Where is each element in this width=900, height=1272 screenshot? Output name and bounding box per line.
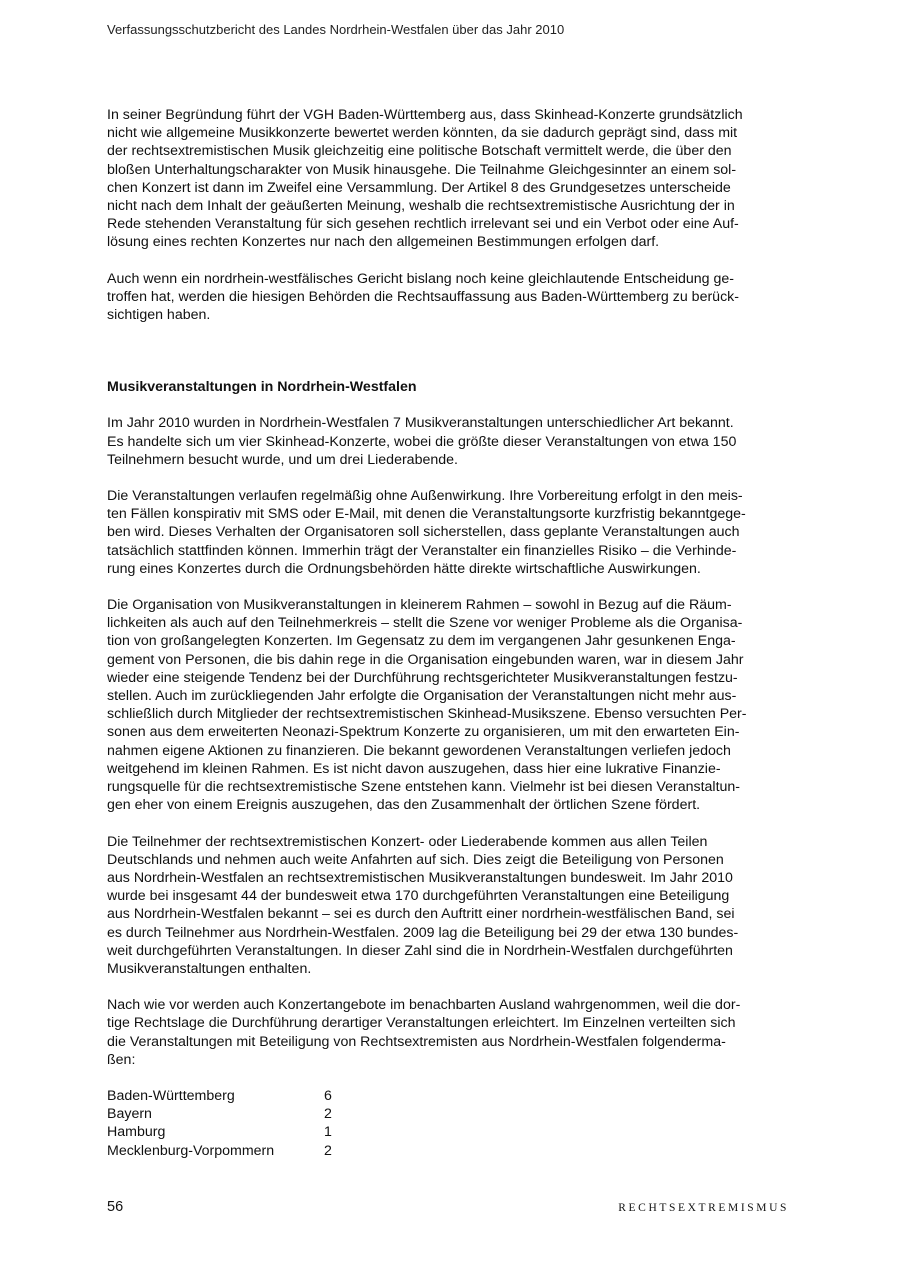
paragraph-line: Es handelte sich um vier Skinhead-Konzerte, wobei die größte dieser Veranstaltungen von etwa 150 — [107, 433, 737, 450]
running-header: Verfassungsschutzbericht des Landes Nordrhein-Westfalen über das Jahr 2010 — [107, 22, 565, 37]
paragraph-line: Nach wie vor werden auch Konzertangebote im benachbarten Ausland wahrgenommen, weil die dor- — [107, 997, 741, 1014]
distribution-row — [107, 1105, 332, 1123]
paragraph-line: Teilnehmern besucht wurde, und um drei Liederabende. — [107, 451, 458, 468]
paragraph-line: sonen aus dem erweiterten Neonazi-Spektrum Konzerte zu organisieren, um mit den erwarteten Ein- — [107, 724, 740, 741]
paragraph — [107, 996, 787, 1069]
distribution-table — [107, 1087, 332, 1160]
paragraph-line: bloßen Unterhaltungscharakter von Musik hinausgehe. Die Teilnahme Gleichgesinnter an einem sol- — [107, 161, 737, 178]
state-name: Mecklenburg-Vorpommern — [107, 1142, 275, 1159]
paragraph-line: stellen. Auch im zurückliegenden Jahr erfolgte die Organisation der Veranstaltungen nicht mehr aus- — [107, 688, 737, 705]
paragraph-line: ßen: — [107, 1051, 136, 1068]
paragraph-line: Auch wenn ein nordrhein-westfälisches Gericht bislang noch keine gleichlautende Entscheidung ge- — [107, 270, 735, 287]
paragraph-line: lösung eines rechten Konzertes nur nach den allgemeinen Bestimmungen erfolgen darf. — [107, 234, 660, 251]
paragraph-line: die Veranstaltungen mit Beteiligung von Rechtsextremisten aus Nordrhein-Westfalen folgenderma- — [107, 1033, 726, 1050]
paragraph-line: Musikveranstaltungen enthalten. — [107, 960, 312, 977]
distribution-row — [107, 1142, 332, 1160]
section-heading: Musikveranstaltungen in Nordrhein-Westfalen — [107, 379, 417, 396]
paragraph-line: lichkeiten als auch auf den Teilnehmerkreis – stellt die Szene vor weniger Probleme als die Organisa- — [107, 615, 743, 632]
paragraph-line: tion von großangelegten Konzerten. Im Gegensatz zu dem im vergangenen Jahr gesunkenen Enga- — [107, 633, 736, 650]
paragraph-line: Die Teilnehmer der rechtsextremistischen Konzert- oder Liederabende kommen aus allen Teilen — [107, 833, 708, 850]
paragraph — [107, 833, 787, 979]
paragraph-line: tige Rechtslage die Durchführung derartiger Veranstaltungen erleichtert. Im Einzelnen verteilten sich — [107, 1015, 736, 1032]
paragraph-line: der rechtsextremistischen Musik gleichzeitig eine politische Botschaft vermittelt werde, die über den — [107, 143, 732, 160]
event-count: 2 — [324, 1142, 332, 1159]
event-count: 6 — [324, 1087, 332, 1104]
paragraph — [107, 270, 787, 325]
paragraph-line: nicht wie allgemeine Musikkonzerte bewertet werden könnten, da sie dadurch geprägt sind, dass mit — [107, 125, 738, 142]
paragraph-line: aus Nordrhein-Westfalen bekannt – sei es durch den Auftritt einer nordrhein-westfälischen Band, sei — [107, 906, 735, 923]
paragraph-line: Die Veranstaltungen verlaufen regelmäßig ohne Außenwirkung. Ihre Vorbereitung erfolgt in den meis- — [107, 488, 743, 505]
paragraph-line: nicht nach dem Inhalt der geäußerten Meinung, weshalb die rechtsextremistische Ausrichtung der in — [107, 198, 735, 215]
paragraph — [107, 106, 787, 252]
state-name: Baden-Württemberg — [107, 1087, 235, 1104]
paragraph-line: weitgehend im kleinen Rahmen. Es ist nicht davon auszugehen, dass hier eine lukrative Finanzie- — [107, 760, 721, 777]
event-count: 1 — [324, 1124, 332, 1141]
state-name: Hamburg — [107, 1124, 166, 1141]
page-body — [107, 106, 787, 1160]
paragraph-line: Die Organisation von Musikveranstaltungen in kleinerem Rahmen – sowohl in Bezug auf die Räum- — [107, 597, 732, 614]
page-number: 56 — [107, 1199, 124, 1215]
state-name: Bayern — [107, 1106, 152, 1123]
paragraph-line: ben wird. Dieses Verhalten der Organisatoren soll sicherstellen, dass geplante Veranstaltungen auch — [107, 524, 740, 541]
paragraph-line: In seiner Begründung führt der VGH Baden-Württemberg aus, dass Skinhead-Konzerte grundsätzlich — [107, 107, 743, 123]
section-gap — [107, 342, 787, 378]
paragraph-line: aus Nordrhein-Westfalen an rechtsextremistischen Musikveranstaltungen bundesweit. Im Jahr 2010 — [107, 869, 733, 886]
paragraph — [107, 596, 787, 814]
event-count: 2 — [324, 1106, 332, 1123]
paragraph-line: tatsächlich stattfinden können. Immerhin trägt der Veranstalter ein finanzielles Risiko – die Verhinde- — [107, 542, 737, 559]
paragraph-line: Rede stehenden Veranstaltung für sich gesehen rechtlich irrelevant sei und ein Verbot oder eine Auf- — [107, 216, 739, 233]
paragraph-line: wieder eine steigende Tendenz bei der Durchführung rechtsgerichteter Musikveranstaltungen festzu- — [107, 669, 738, 686]
section-paragraphs — [107, 414, 787, 1069]
paragraph-line: Deutschlands und nehmen auch weite Anfahrten auf sich. Dies zeigt die Beteiligung von Personen — [107, 851, 724, 868]
paragraph-line: schließlich durch Mitglieder der rechtsextremistischen Skinhead-Musikszene. Ebenso versuchten Per- — [107, 706, 747, 723]
paragraph — [107, 487, 787, 578]
footer-section-label: RECHTSEXTREMISMUS — [618, 1202, 789, 1214]
paragraph-line: rungsquelle für die rechtsextremistische Szene entstehen kann. Vielmehr ist bei diesen Veranstaltun- — [107, 779, 741, 796]
paragraph-line: wurde bei insgesamt 44 der bundesweit etwa 170 durchgeführten Veranstaltungen eine Beteiligung — [107, 888, 730, 905]
paragraph-line: sichtigen haben. — [107, 307, 211, 324]
paragraph-line: es durch Teilnehmer aus Nordrhein-Westfalen. 2009 lag die Beteiligung bei 29 der etwa 130 bundes- — [107, 924, 739, 941]
distribution-row — [107, 1123, 332, 1141]
paragraph-line: ten Fällen konspirativ mit SMS oder E-Mail, mit denen die Veranstaltungsorte kurzfristig bekanntgege- — [107, 506, 746, 523]
paragraph-line: chen Konzert ist dann im Zweifel eine Versammlung. Der Artikel 8 des Grundgesetzes unterscheide — [107, 179, 731, 196]
paragraph-line: gement von Personen, die bis dahin rege in die Organisation eingebunden waren, war in diesem Jahr — [107, 651, 744, 668]
paragraph — [107, 414, 787, 469]
intro-paragraphs — [107, 106, 787, 324]
paragraph-line: rung eines Konzertes durch die Ordnungsbehörden hätte direkte wirtschaftliche Auswirkungen. — [107, 560, 701, 577]
paragraph-line: nahmen eigene Aktionen zu finanzieren. Die bekannt gewordenen Veranstaltungen verliefen jedoch — [107, 742, 731, 759]
paragraph-line: troffen hat, werden die hiesigen Behörden die Rechtsauffassung aus Baden-Württemberg zu berück- — [107, 288, 739, 305]
distribution-row — [107, 1087, 332, 1105]
paragraph-line: weit durchgeführten Veranstaltungen. In dieser Zahl sind die in Nordrhein-Westfalen durchgeführten — [107, 942, 733, 959]
paragraph-line: gen eher von einem Ereignis auszugehen, das den Zusammenhalt der örtlichen Szene fördert. — [107, 797, 701, 814]
paragraph-line: Im Jahr 2010 wurden in Nordrhein-Westfalen 7 Musikveranstaltungen unterschiedlicher Art bekannt. — [107, 415, 734, 432]
